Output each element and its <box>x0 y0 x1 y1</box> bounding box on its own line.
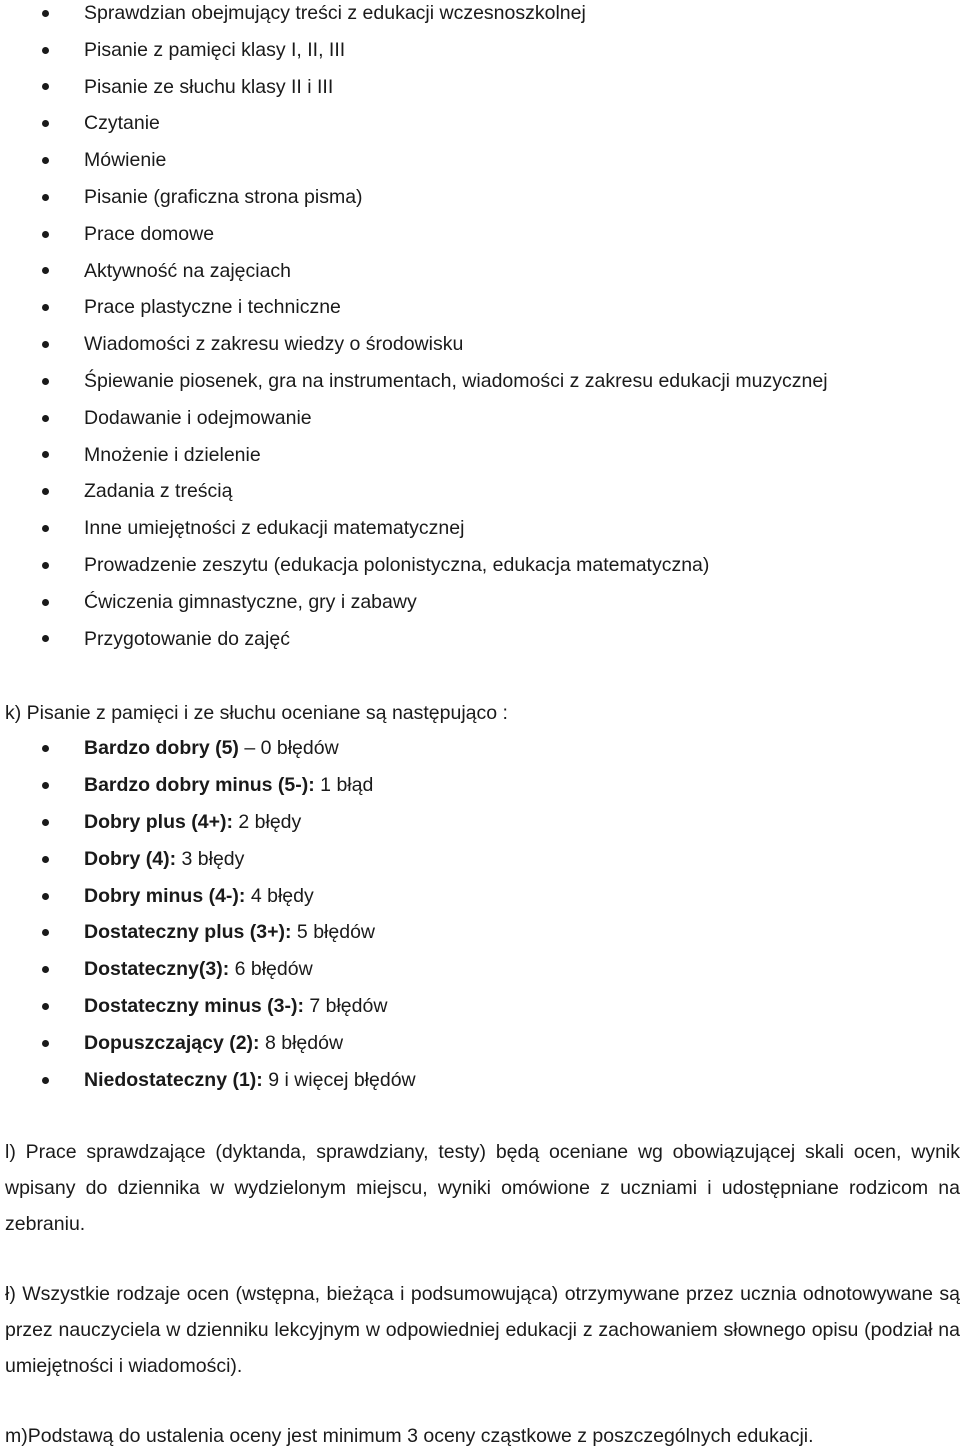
bullet-icon <box>42 1040 49 1047</box>
list-item-text: Prowadzenie zeszytu (edukacja polonistyczna, edukacja matematyczna) <box>84 553 710 576</box>
bullet-icon <box>42 782 49 789</box>
list-item <box>0 363 960 400</box>
grade-label: Bardzo dobry minus (5-): <box>84 773 315 796</box>
bullet-icon <box>42 415 49 422</box>
list-item-text: Mówienie <box>84 149 167 172</box>
grade-item <box>0 914 960 951</box>
grade-label: Dostateczny minus (3-): <box>84 995 304 1018</box>
grade-errors: 2 błędy <box>232 810 302 833</box>
grade-label: Dopuszczający (2): <box>84 1032 260 1055</box>
bullet-icon <box>42 562 49 569</box>
list-item <box>0 216 960 253</box>
list-item <box>0 547 960 584</box>
list-item <box>0 105 960 142</box>
grade-label: Dostateczny(3): <box>84 958 230 981</box>
list-item-text: Mnożenie i dzielenie <box>84 443 261 466</box>
bullet-icon <box>42 231 49 238</box>
list-item <box>0 0 960 32</box>
paragraph-l: l) Prace sprawdzające (dyktanda, sprawdziany, testy) będą oceniane wg obowiązującej skali ocen, wynik wpisany do dziennika w wydzielonym miejscu, wyniki omówione z uczniami i udostępniane rodzicom na zebraniu. <box>5 1141 960 1235</box>
list-item-text: Pisanie ze słuchu klasy II i III <box>84 75 334 98</box>
list-item <box>0 289 960 326</box>
grade-item <box>0 841 960 878</box>
bullet-icon <box>42 929 49 936</box>
grade-errors: 1 błąd <box>314 773 374 796</box>
bullet-icon <box>42 120 49 127</box>
grading-scale-list <box>0 730 960 1099</box>
bullet-icon <box>42 304 49 311</box>
grade-label: Bardzo dobry (5) <box>84 737 239 759</box>
grade-label: Dobry plus (4+): <box>84 810 233 833</box>
list-item <box>0 32 960 69</box>
bullet-icon <box>42 341 49 348</box>
grade-item <box>0 730 960 767</box>
section-k-heading: k) Pisanie z pamięci i ze słuchu oceniane są następująco : <box>5 702 508 724</box>
list-item-text: Zadania z treścią <box>84 480 233 503</box>
bullet-icon <box>42 10 49 17</box>
bullet-icon <box>42 378 49 385</box>
list-item-text: Pisanie (graficzna strona pisma) <box>84 185 363 208</box>
bullet-icon <box>42 893 49 900</box>
grade-item <box>0 878 960 915</box>
bullet-icon <box>42 966 49 973</box>
list-item <box>0 437 960 474</box>
grade-item <box>0 988 960 1025</box>
list-item <box>0 400 960 437</box>
list-item-text: Prace domowe <box>84 222 215 245</box>
list-item-text: Ćwiczenia gimnastyczne, gry i zabawy <box>84 590 417 613</box>
list-item <box>0 326 960 363</box>
grade-label: Niedostateczny (1): <box>84 1069 263 1092</box>
bullet-icon <box>42 745 49 752</box>
list-item-text: Przygotowanie do zajęć <box>84 627 290 650</box>
bullet-icon <box>42 451 49 458</box>
paragraph-m: m)Podstawą do ustalenia oceny jest minimum 3 oceny cząstkowe z poszczególnych edukacji. <box>5 1425 814 1447</box>
list-item-text: Czytanie <box>84 112 160 135</box>
list-item-text: Wiadomości z zakresu wiedzy o środowisku <box>84 333 464 356</box>
list-item <box>0 473 960 510</box>
grade-errors: 8 błędów <box>259 1032 344 1055</box>
list-item-text: Śpiewanie piosenek, gra na instrumentach, wiadomości z zakresu edukacji muzycznej <box>84 369 828 392</box>
grade-errors: 4 błędy <box>245 884 314 907</box>
grade-errors: 6 błędów <box>229 958 313 981</box>
grade-item <box>0 804 960 841</box>
list-item <box>0 510 960 547</box>
bullet-icon <box>42 525 49 532</box>
grade-label: Dobry (4): <box>84 847 177 870</box>
grade-label: Dostateczny plus (3+): <box>84 921 292 944</box>
bullet-icon <box>42 157 49 164</box>
grade-errors: 9 i więcej błędów <box>262 1069 416 1092</box>
list-item <box>0 179 960 216</box>
list-item <box>0 142 960 179</box>
assessment-areas-list <box>0 0 960 657</box>
list-item <box>0 584 960 621</box>
grade-item <box>0 767 960 804</box>
bullet-icon <box>42 267 49 274</box>
list-item-text: Pisanie z pamięci klasy I, II, III <box>84 38 346 61</box>
bullet-icon <box>42 1077 49 1084</box>
grade-errors: 5 błędów <box>291 921 375 944</box>
grade-errors: 7 błędów <box>303 995 388 1018</box>
list-item-text: Sprawdzian obejmujący treści z edukacji wczesnoszkolnej <box>84 2 586 24</box>
list-item-text: Dodawanie i odejmowanie <box>84 406 312 429</box>
bullet-icon <box>42 635 49 642</box>
bullet-icon <box>42 819 49 826</box>
grade-item <box>0 1025 960 1062</box>
grade-errors: – 0 błędów <box>238 737 339 759</box>
list-item <box>0 253 960 290</box>
bullet-icon <box>42 488 49 495</box>
bullet-icon <box>42 856 49 863</box>
paragraph-l-stroke: ł) Wszystkie rodzaje ocen (wstępna, bieżąca i podsumowująca) otrzymywane przez ucznia odnotowywane są przez nauczyciela w dzienniku lekcyjnym w odpowiedniej edukacji z zachowaniem słownego opisu (podział na umiejętności i wiadomości). <box>5 1283 960 1377</box>
grade-item <box>0 1062 960 1099</box>
bullet-icon <box>42 1003 49 1010</box>
list-item-text: Aktywność na zajęciach <box>84 259 292 282</box>
list-item <box>0 69 960 106</box>
list-item-text: Prace plastyczne i techniczne <box>84 296 341 319</box>
bullet-icon <box>42 599 49 606</box>
bullet-icon <box>42 194 49 201</box>
grade-item <box>0 951 960 988</box>
bullet-icon <box>42 83 49 90</box>
bullet-icon <box>42 47 49 54</box>
list-item-text: Inne umiejętności z edukacji matematycznej <box>84 517 465 540</box>
grade-errors: 3 błędy <box>176 847 245 870</box>
grade-label: Dobry minus (4-): <box>84 884 246 907</box>
list-item <box>0 621 960 658</box>
